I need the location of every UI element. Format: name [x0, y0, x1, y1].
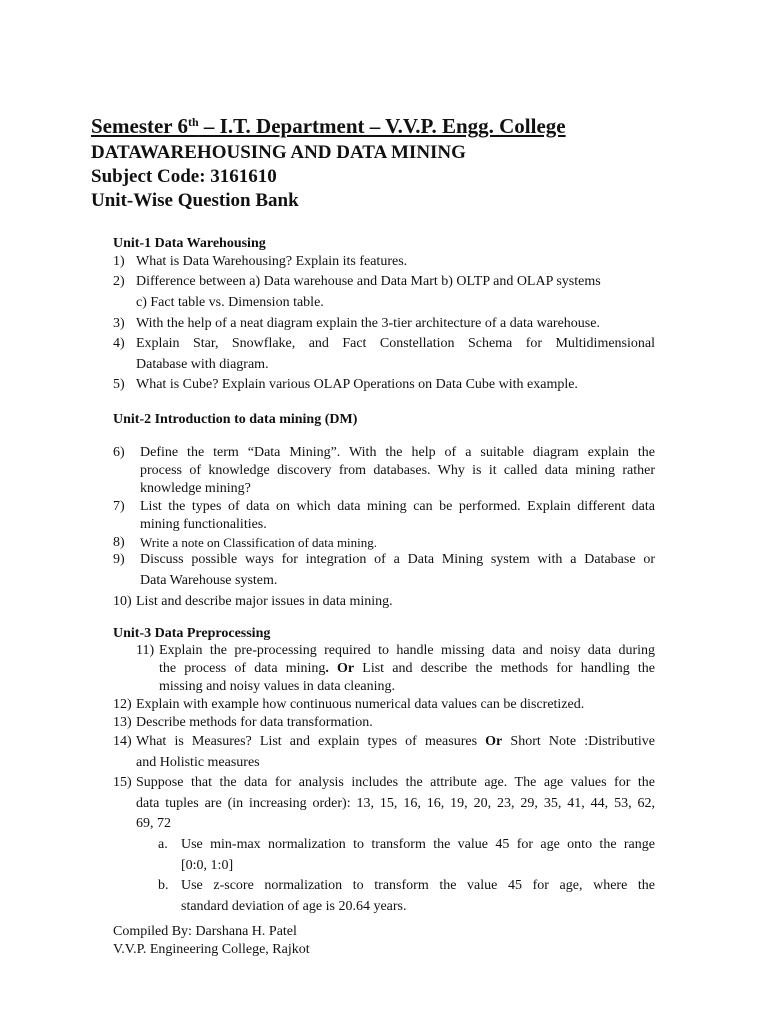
- subject-title: DATAWAREHOUSING AND DATA MINING: [91, 142, 466, 163]
- question-7: 7) List the types of data on which data mining can be performed. Explain different data mining functionalities.: [113, 499, 655, 532]
- unit-3-title: Unit-3 Data Preprocessing: [113, 626, 271, 641]
- college-name: V.V.P. Engineering College, Rajkot: [113, 942, 310, 957]
- question-4: 4) Explain Star, Snowflake, and Fact Constellation Schema for Multidimensional Database with diagram.: [113, 336, 655, 372]
- question-15b: b. Use z-score normalization to transform the value 45 for age, where the standard deviation of age is 20.64 years.: [158, 878, 655, 914]
- subject-code: Subject Code: 3161610: [91, 166, 277, 187]
- question-15a: a. Use min-max normalization to transform the value 45 for age onto the range [0:0, 1:0]: [158, 837, 655, 873]
- question-10: 10) List and describe major issues in data mining.: [113, 594, 393, 609]
- question-12: 12) Explain with example how continuous numerical data values can be discretized.: [113, 697, 585, 712]
- semester-heading: Semester 6th – I.T. Department – V.V.P. Engg. College: [91, 114, 566, 138]
- unit-2-title: Unit-2 Introduction to data mining (DM): [113, 412, 358, 427]
- question-3: 3) With the help of a neat diagram explain the 3-tier architecture of a data warehouse.: [113, 316, 600, 331]
- question-13: 13) Describe methods for data transformation.: [113, 715, 373, 730]
- question-15: 15) Suppose that the data for analysis includes the attribute age. The age values for the data tuples are (in increasing order): 13, 15, 16, 16, 19, 20, 23, 29, 35, 41, 44, 53, 62, 69, 72: [113, 775, 655, 831]
- question-14: 14) What is Measures? List and explain types of measures Or Short Note :Distributive and Holistic measures: [113, 734, 655, 770]
- semester-superscript: th: [188, 115, 199, 129]
- compiled-by: Compiled By: Darshana H. Patel: [113, 924, 297, 939]
- unit-1-title: Unit-1 Data Warehousing: [113, 236, 266, 251]
- question-8: 8) Write a note on Classification of data mining.: [113, 535, 378, 550]
- question-1: 1) What is Data Warehousing? Explain its features.: [113, 254, 408, 269]
- question-6: 6) Define the term “Data Mining”. With the help of a suitable diagram explain the process of knowledge discovery from databases. Why is it called data mining rather knowledge mining?: [113, 445, 655, 496]
- question-5: 5) What is Cube? Explain various OLAP Operations on Data Cube with example.: [113, 377, 578, 392]
- question-9: 9) Discuss possible ways for integration of a Data Mining system with a Database or Data Warehouse system.: [113, 552, 655, 588]
- question-2: 2) Difference between a) Data warehouse and Data Mart b) OLTP and OLAP systems c) Fact table vs. Dimension table.: [113, 274, 601, 310]
- question-bank-title: Unit-Wise Question Bank: [91, 190, 299, 211]
- question-11: 11) Explain the pre-processing required to handle missing data and noisy data during the process of data mining. Or List and describe the methods for handling the missing and noisy values in data cleaning.: [136, 643, 655, 694]
